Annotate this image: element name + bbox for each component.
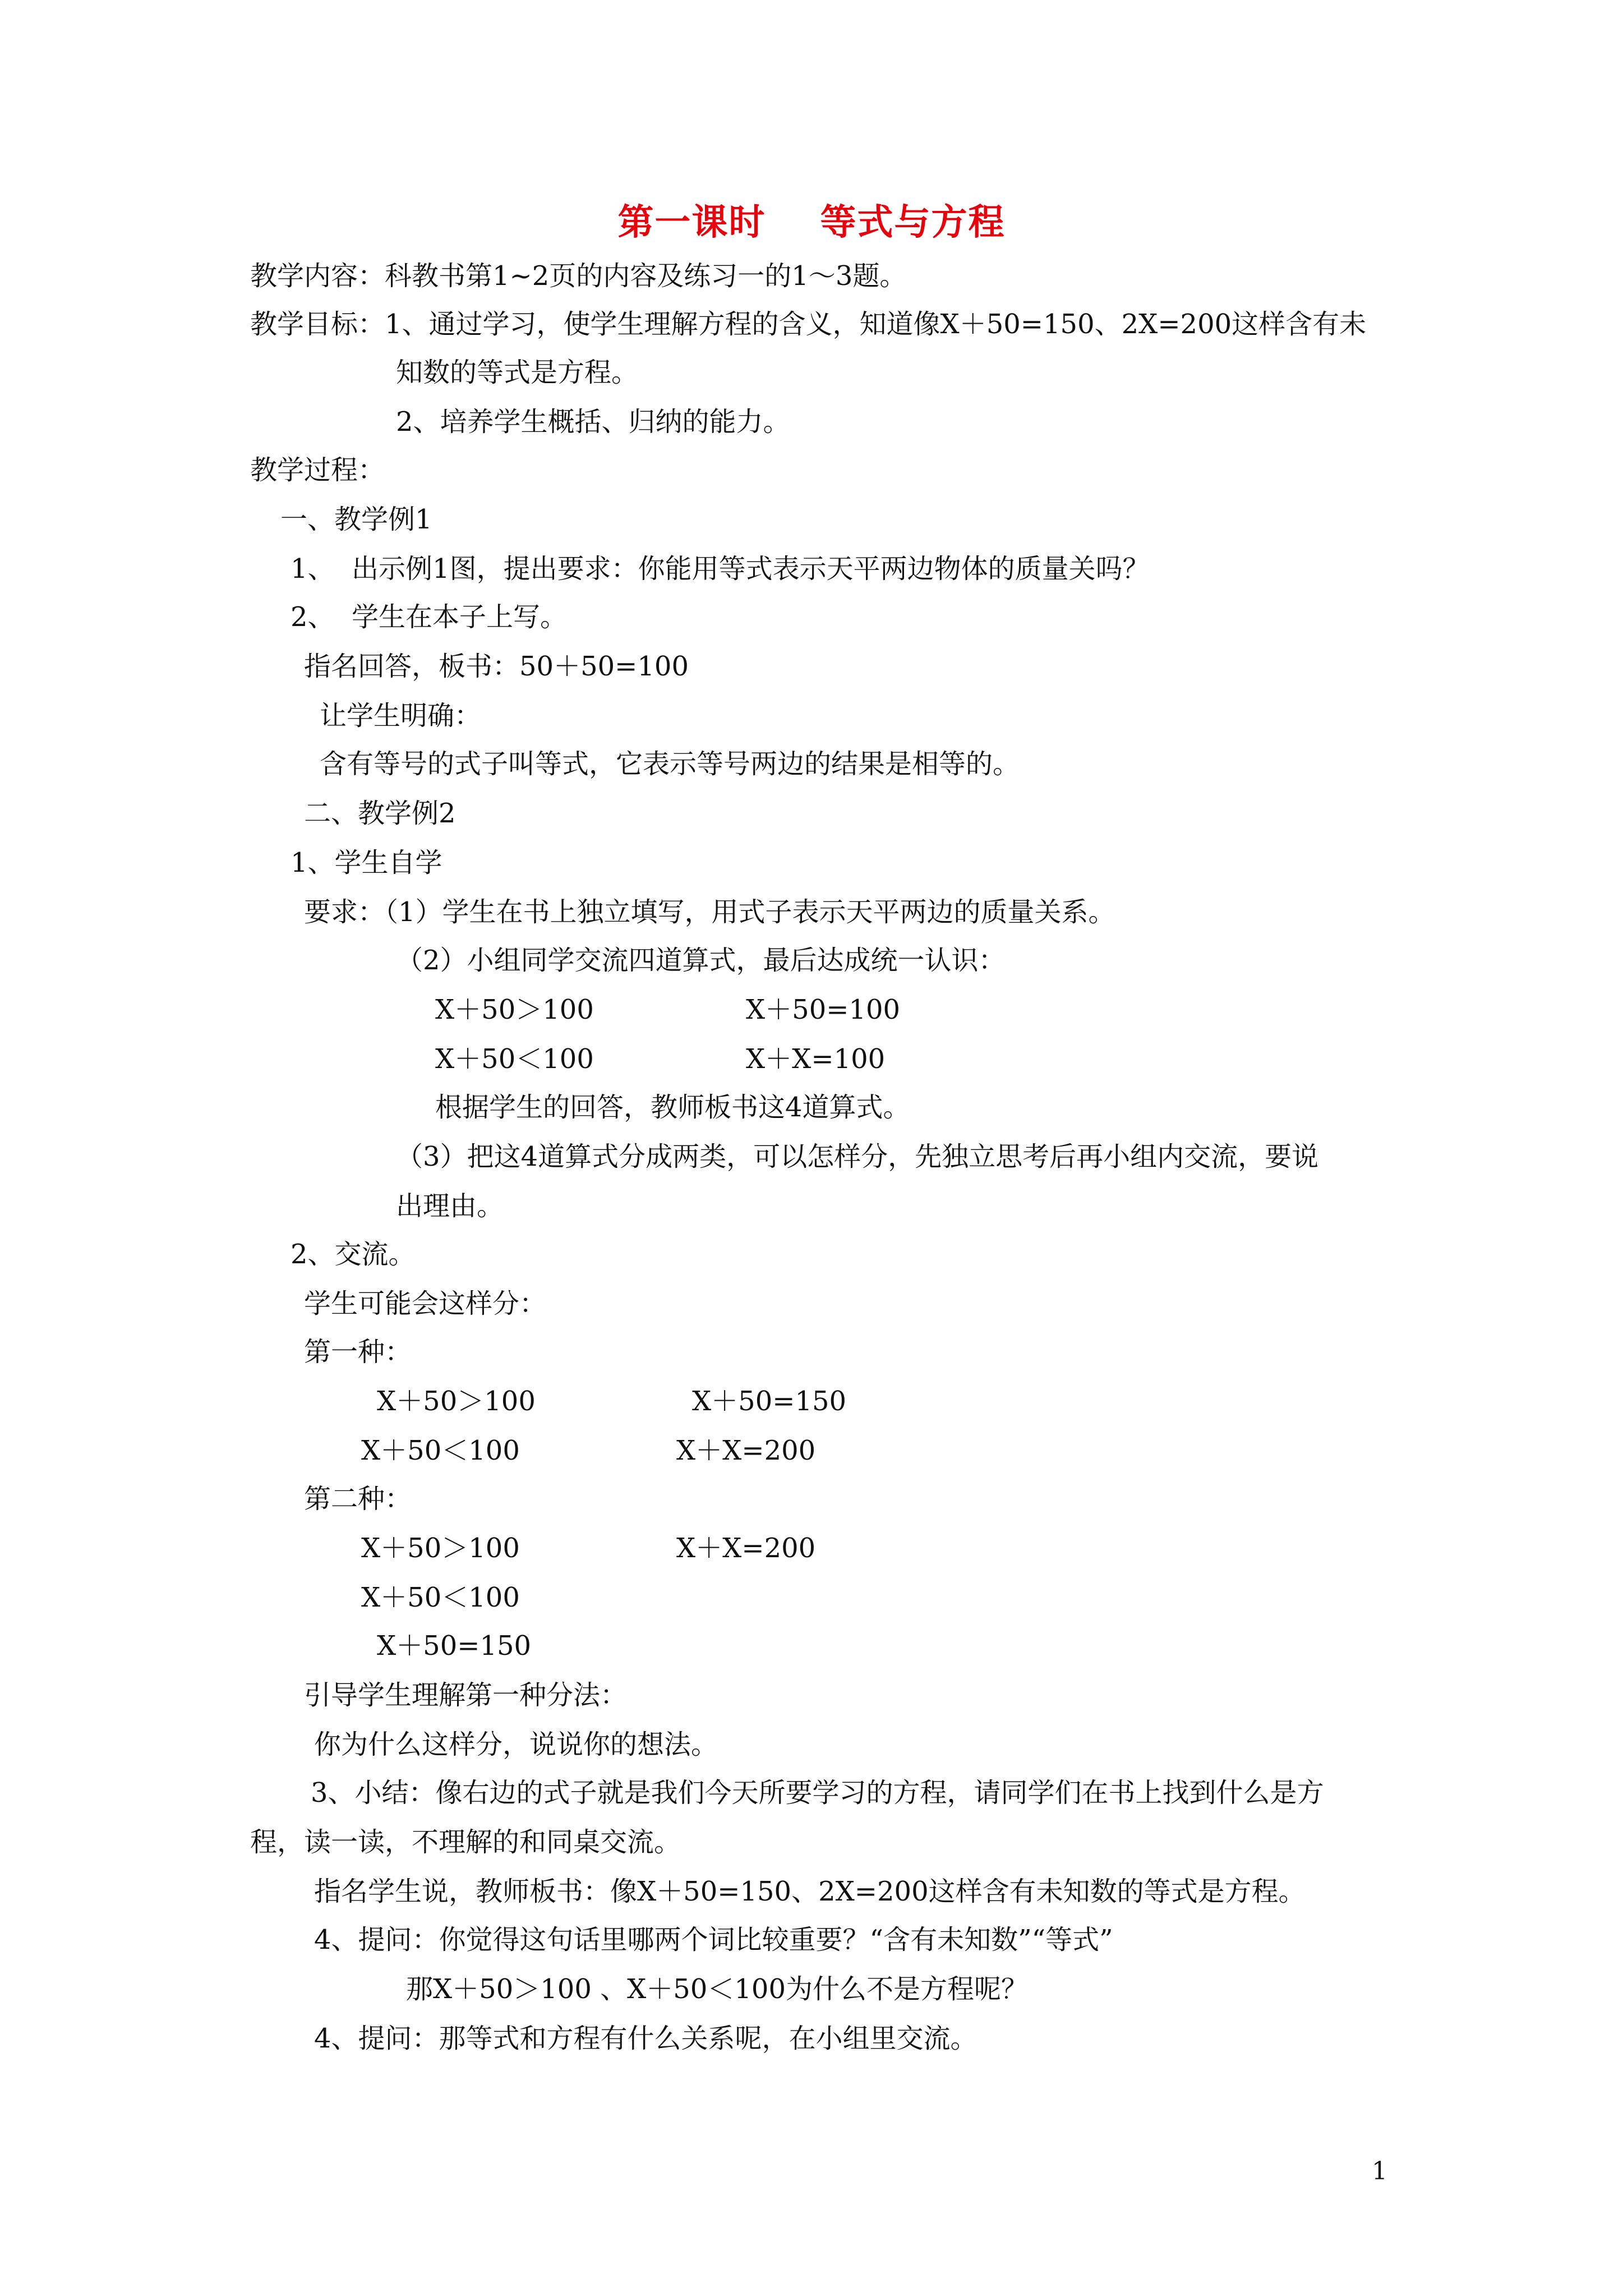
text-line: 2、 学生在本子上写。 bbox=[291, 601, 568, 633]
page-title: 第一课时 等式与方程 bbox=[617, 201, 1006, 243]
text-line: X＋X=200 bbox=[676, 1533, 816, 1564]
text-line: X＋50＞100 bbox=[377, 1386, 536, 1417]
text-line: 引导学生理解第一种分法： bbox=[304, 1680, 628, 1711]
text-line: 1、学生自学 bbox=[291, 847, 442, 878]
text-line: 1、 出示例1图，提出要求：你能用等式表示天平两边物体的质量关吗？ bbox=[291, 553, 1150, 585]
text-line: 指名学生说，教师板书：像X＋50=150、2X=200这样含有未知数的等式是方程。 bbox=[314, 1876, 1306, 1907]
text-line: 含有等号的式子叫等式，它表示等号两边的结果是相等的。 bbox=[320, 748, 1020, 780]
page-number: 1 bbox=[1372, 2157, 1387, 2185]
text-line: （3）把这4道算式分成两类，可以怎样分，先独立思考后再小组内交流，要说 bbox=[396, 1141, 1319, 1172]
text-line: 一、教学例1 bbox=[280, 504, 432, 535]
text-line: 第二种： bbox=[304, 1483, 412, 1515]
text-line: 4、提问：那等式和方程有什么关系呢，在小组里交流。 bbox=[314, 2023, 978, 2054]
text-line: 第一种： bbox=[304, 1336, 412, 1368]
text-line: 3、小结：像右边的式子就是我们今天所要学习的方程，请同学们在书上找到什么是方 bbox=[311, 1777, 1324, 1809]
text-line: 教学内容：科教书第1~2页的内容及练习一的1～3题。 bbox=[250, 260, 907, 292]
text-line: X＋50=150 bbox=[692, 1386, 847, 1417]
text-line: 知数的等式是方程。 bbox=[396, 357, 639, 388]
text-line: X＋50＜100 bbox=[361, 1582, 520, 1613]
text-line: X＋50=100 bbox=[746, 994, 901, 1025]
text-line: 教学过程： bbox=[250, 454, 385, 486]
text-line: 二、教学例2 bbox=[304, 798, 456, 829]
text-line: （2）小组同学交流四道算式，最后达成统一认识： bbox=[396, 945, 1006, 976]
text-line: 2、培养学生概括、归纳的能力。 bbox=[396, 406, 790, 438]
text-line: X＋X=200 bbox=[676, 1435, 816, 1466]
text-line: X＋50＜100 bbox=[361, 1435, 520, 1466]
text-line: 4、提问：你觉得这句话里哪两个词比较重要？“含有未知数”“等式” bbox=[314, 1924, 1113, 1955]
text-line: X＋50=150 bbox=[377, 1630, 532, 1662]
text-line: X＋50＞100 bbox=[361, 1533, 520, 1564]
text-line: 学生可能会这样分： bbox=[304, 1288, 547, 1319]
text-line: 你为什么这样分，说说你的想法。 bbox=[314, 1729, 718, 1760]
text-line: 2、交流。 bbox=[291, 1239, 416, 1270]
text-line: X＋50＜100 bbox=[435, 1043, 594, 1075]
text-line: 出理由。 bbox=[396, 1190, 504, 1222]
text-line: 教学目标：1、通过学习，使学生理解方程的含义，知道像X＋50=150、2X=200这样含有未 bbox=[250, 309, 1367, 340]
text-line: X＋X=100 bbox=[746, 1043, 886, 1075]
text-line: 指名回答，板书：50＋50=100 bbox=[304, 651, 689, 682]
text-line: 根据学生的回答，教师板书这4道算式。 bbox=[435, 1092, 910, 1123]
text-line: 程，读一读，不理解的和同桌交流。 bbox=[250, 1826, 681, 1858]
text-line: 让学生明确： bbox=[320, 700, 482, 731]
text-line: X＋50＞100 bbox=[435, 994, 594, 1025]
text-line: 要求：（1）学生在书上独立填写，用式子表示天平两边的质量关系。 bbox=[304, 896, 1115, 928]
text-line: 那X＋50＞100 、X＋50＜100为什么不是方程呢？ bbox=[406, 1973, 1028, 2005]
